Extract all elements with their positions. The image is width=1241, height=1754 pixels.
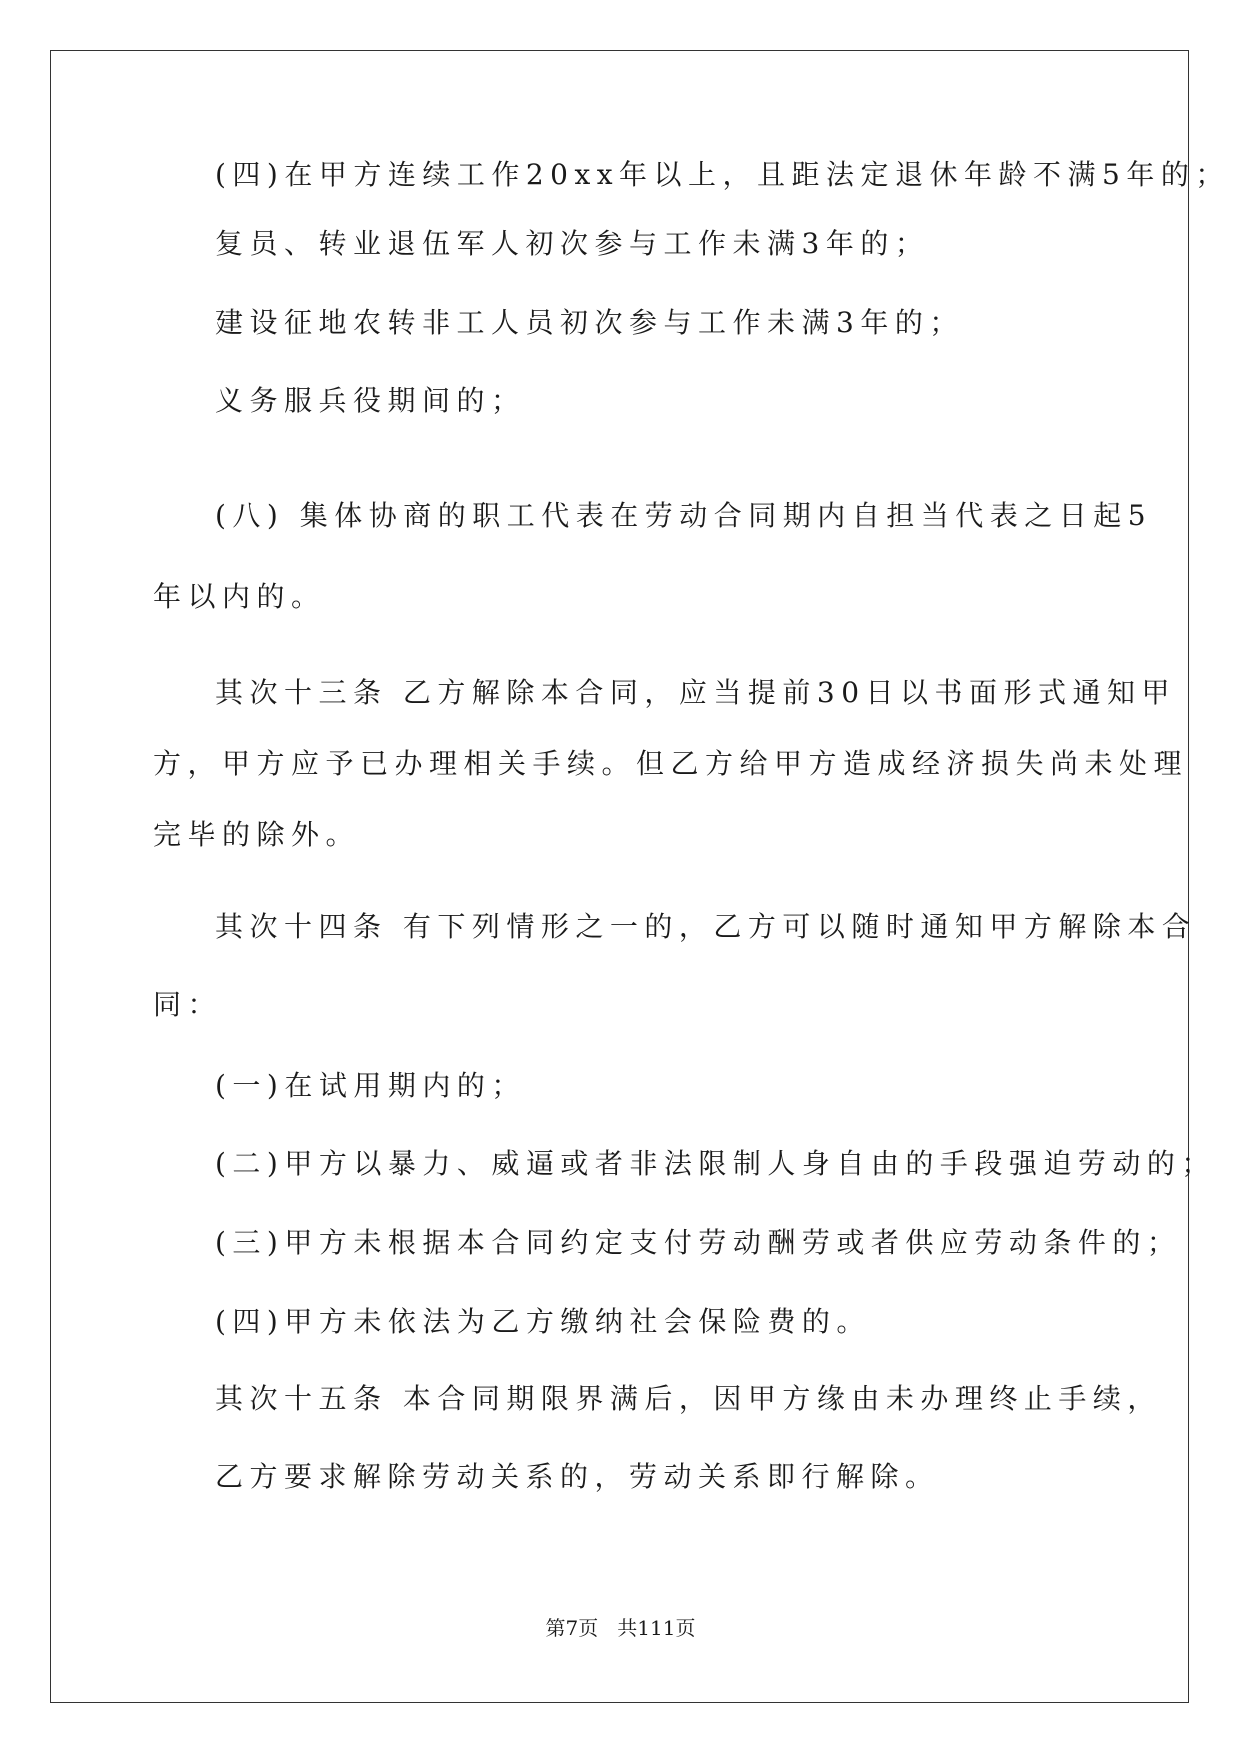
paragraph-line: 其次十四条 有下列情形之一的，乙方可以随时通知甲方解除本合 (215, 910, 1197, 943)
paragraph-line: (四)甲方未依法为乙方缴纳社会保险费的。 (215, 1305, 871, 1338)
paragraph-line: (八) 集体协商的职工代表在劳动合同期内自担当代表之日起5 (215, 499, 1153, 532)
paragraph-line: 其次十三条 乙方解除本合同，应当提前30日以书面形式通知甲 (215, 676, 1177, 709)
paragraph-line: 年以内的。 (153, 580, 326, 613)
paragraph-line: (三)甲方未根据本合同约定支付劳动酬劳或者供应劳动条件的； (215, 1226, 1182, 1259)
page-border (50, 50, 1189, 1703)
paragraph-line: 复员、转业退伍军人初次参与工作未满3年的； (215, 227, 930, 260)
paragraph-line: 建设征地农转非工人员初次参与工作未满3年的； (215, 306, 964, 339)
paragraph-line: 乙方要求解除劳动关系的，劳动关系即行解除。 (215, 1460, 940, 1493)
paragraph-line: 方，甲方应予已办理相关手续。但乙方给甲方造成经济损失尚未处理 (153, 747, 1189, 780)
paragraph-line: (二)甲方以暴力、威逼或者非法限制人身自由的手段强迫劳动的； (215, 1147, 1216, 1180)
page-number-footer: 第7页 共111页 (545, 1616, 696, 1640)
paragraph-line: (四)在甲方连续工作20xx年以上，且距法定退休年龄不满5年的； (215, 158, 1230, 191)
paragraph-line: 完毕的除外。 (153, 818, 361, 851)
paragraph-line: 义务服兵役期间的； (215, 384, 526, 417)
paragraph-line: 同： (153, 988, 223, 1021)
paragraph-line: (一)在试用期内的； (215, 1069, 526, 1102)
paragraph-line: 其次十五条 本合同期限界满后，因甲方缘由未办理终止手续， (215, 1382, 1162, 1415)
